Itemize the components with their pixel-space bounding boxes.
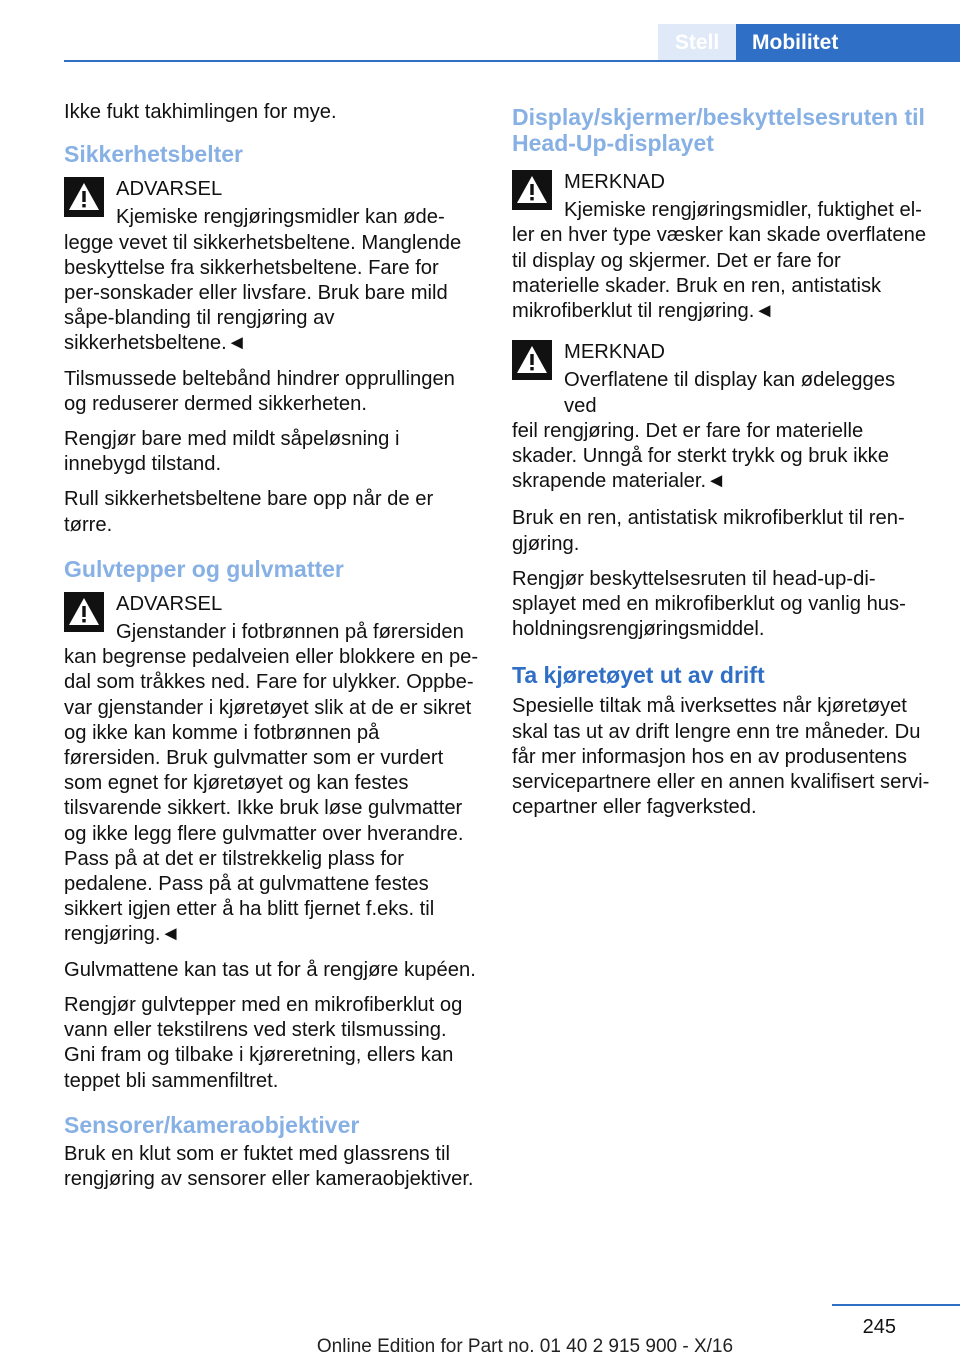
- body-text: Spesielle tiltak må iverksettes når kjøretøyet skal tas ut av drift lengre enn tre måneder. Du får mer informasjon hos en av produsentens servicepartnere eller en annen kvalifisert servi-cepartner eller fagverksted.: [512, 695, 930, 819]
- body-text: Tilsmussede beltebånd hindrer opprullingen og reduserer dermed sikkerheten.: [64, 367, 455, 415]
- body-text: Bruk en ren, antistatisk mikrofiberklut til ren-gjøring.: [512, 507, 905, 555]
- heading-display: Display/skjermer/beskyttelsesruten til Head-Up-displayet: [512, 104, 925, 156]
- warning-triangle-icon: [512, 170, 552, 210]
- header-rule: [64, 60, 960, 62]
- warning-text: kan begrense pedalveien eller blokkere en pe-dal som tråkkes ned. Fare for ulykker. Oppbe-var gjenstander i kjøretøyet slik at de er sikret og ikke kan komme i fotbrønnen på førersiden. Bruk gulvmatter som er vurdert som egnet for kjøretøyet og kan festes tilsvarende sikkert. Ikke bruk løse gulvmatter og ikke legg flere gulvmatter over hverandre. Pass på at det er tilstrekkelig plass for pedalene. Pass på at gulvmattene festes sikkert igjen etter å ha blitt fjernet f.eks. til rengjøring.◄: [64, 646, 479, 946]
- intro-text: Ikke fukt takhimlingen for mye.: [64, 101, 337, 123]
- tab-stell[interactable]: Stell: [658, 24, 736, 61]
- header-tabs: [658, 24, 960, 61]
- note-title: MERKNAD: [564, 171, 665, 193]
- page-number: 245: [862, 1316, 896, 1338]
- tab-mobilitet[interactable]: Mobilitet: [736, 24, 960, 61]
- body-text: Rull sikkerhetsbeltene bare opp når de er tørre.: [64, 488, 434, 536]
- heading-gulvtepper: Gulvtepper og gulvmatter: [64, 555, 344, 582]
- left-column: [64, 100, 480, 1202]
- note-text-first-line: Kjemiske rengjøringsmidler, fuktighet el-: [564, 199, 922, 222]
- warning-title: ADVARSEL: [116, 592, 223, 615]
- heading-sensorer: Sensorer/kameraobjektiver: [64, 1111, 360, 1138]
- footer-rule: [832, 1304, 960, 1306]
- body-text: Rengjør gulvtepper med en mikrofiberklut og vann eller tekstilrens ved sterk tilsmussing. Gni fram og tilbake i kjøreretning, ellers kan teppet bli sammenfiltret.: [64, 993, 463, 1092]
- note-text: ler en hver type væsker kan skade overflatene til display og skjermer. Det er fare for materielle skader. Bruk en ren, antistatisk mikrofiberklut til rengjøring.◄: [512, 224, 927, 323]
- body-text: Bruk en klut som er fuktet med glassrens til rengjøring av sensorer eller kameraobjektiver.: [64, 1142, 474, 1190]
- body-text: Rengjør bare med mildt såpeløsning i innebygd tilstand.: [64, 428, 400, 476]
- warning-triangle-icon: [512, 340, 552, 380]
- edition-text: Online Edition for Part no. 01 40 2 915 900 - X/16: [316, 1336, 734, 1357]
- body-text: Gulvmattene kan tas ut for å rengjøre kupéen.: [64, 958, 476, 981]
- note-display-1: [512, 170, 930, 324]
- body-text: Rengjør beskyttelsesruten til head-up-di-splayet med en mikrofiberklut og vanlig hus-holdningsrengjøringsmiddel.: [512, 567, 906, 641]
- warning-text: legge vevet til sikkerhetsbeltene. Manglende beskyttelse fra sikkerhetsbeltene. Fare for per-sonskader eller livsfare. Bruk bare mild såpe-blanding til rengjøring av sikkerhetsbeltene.◄: [64, 231, 462, 355]
- warning-title: ADVARSEL: [116, 178, 223, 201]
- heading-drift: Ta kjøretøyet ut av drift: [512, 662, 765, 689]
- note-text: feil rengjøring. Det er fare for materielle skader. Unngå for sterkt trykk og bruk ikke skrapende materialer.◄: [512, 419, 889, 493]
- note-display-2: [512, 340, 930, 494]
- warning-text-first-line: Kjemiske rengjøringsmidler kan øde-: [116, 206, 445, 229]
- warning-text-first-line: Gjenstander i fotbrønnen på førersiden: [116, 621, 464, 644]
- note-text-first-line: Overflatene til display kan ødelegges ved: [564, 369, 896, 417]
- warning-triangle-icon: [64, 177, 104, 217]
- note-title: MERKNAD: [564, 341, 665, 364]
- warning-triangle-icon: [64, 592, 104, 632]
- warning-sikkerhetsbelter: [64, 177, 480, 356]
- heading-sikkerhetsbelter: Sikkerhetsbelter: [64, 141, 243, 168]
- right-column: [512, 104, 930, 830]
- warning-gulvtepper: [64, 592, 480, 948]
